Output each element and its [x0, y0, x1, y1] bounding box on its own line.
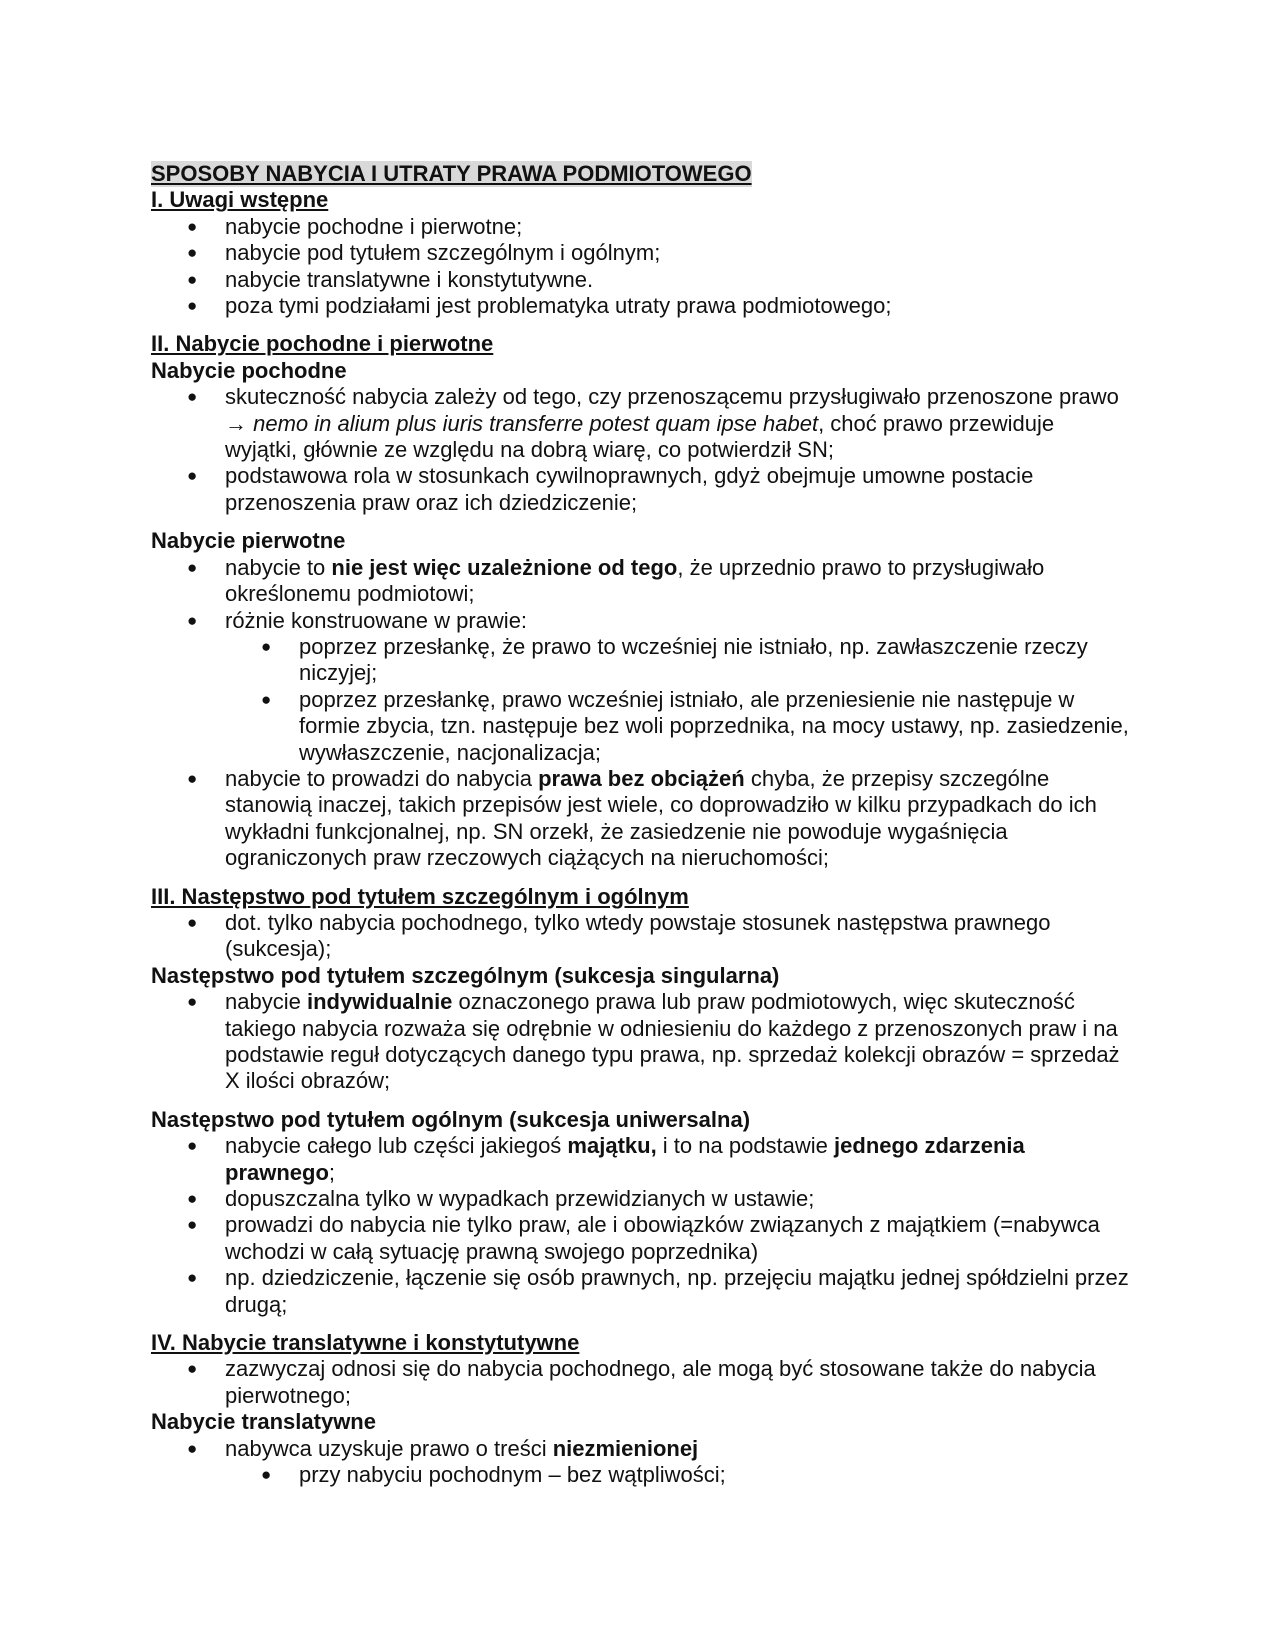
list-item: ● zazwyczaj odnosi się do nabycia pochodnego, ale mogą być stosowane także do nabycia pierwotnego;: [151, 1356, 1131, 1409]
list-item: [151, 608, 1131, 766]
nabycie-pierwotne-list: [151, 555, 1131, 872]
text-run: chyba, że przepisy szczególne stanowią inaczej, takich przepisów jest wiele, co doprowadziło w kilku przypadkach do ich wykładni funkcjonalnej, np. SN orzekł, że zasiedzenie nie powoduje wygaśnięcia ograniczonych praw rzeczowych ciążących na nieruchomości;: [225, 765, 1097, 871]
text-run: , choć prawo przewiduje wyjątki, głównie ze względu na dobrą wiarę, co potwierdził SN;: [225, 410, 1055, 463]
list-item: ● np. dziedziczenie, łączenie się osób prawnych, np. przejęciu majątku jednej spółdzielni przez drugą;: [151, 1265, 1131, 1318]
latin-maxim: nemo in alium plus iuris transferre potest quam ipse habet: [253, 410, 819, 436]
bold-run: majątku,: [567, 1133, 657, 1159]
nabycie-pochodne-list: [151, 384, 1131, 516]
bold-run: niezmienionej: [552, 1435, 699, 1461]
list-item: [151, 384, 1131, 463]
list-item: [151, 1436, 1131, 1489]
list-item: [151, 989, 1131, 1095]
subsection-sukcesja-uniwersalna-heading: Następstwo pod tytułem ogólnym (sukcesja uniwersalna): [151, 1106, 751, 1132]
document-title: SPOSOBY NABYCIA I UTRATY PRAWA PODMIOTOWEGO: [151, 161, 752, 186]
sukcesja-singularna-list: [151, 989, 1131, 1095]
list-item: [151, 555, 1131, 608]
bold-run: jednego zdarzenia prawnego: [225, 1133, 1025, 1185]
nested-list: [151, 634, 1131, 766]
sukcesja-uniwersalna-list: [151, 1133, 1131, 1318]
list-item: ● nabycie translatywne i konstytutywne.: [151, 267, 1131, 293]
section-1-list: [151, 214, 1131, 320]
list-item: ● nabycie pod tytułem szczególnym i ogólnym;: [151, 240, 1131, 266]
text-run: , że uprzednio prawo to przysługiwało określonemu podmiotowi;: [225, 554, 1045, 607]
text-run: oznaczonego prawa lub praw podmiotowych, więc skuteczność takiego nabycia rozważa się odrębnie w odniesieniu do każdego z przenoszonych praw i na podstawie reguł dotyczących danego typu prawa, np. sprzedaż kolekcji obrazów = sprzedaż X ilości obrazów;: [225, 989, 1120, 1094]
list-item: ● prowadzi do nabycia nie tylko praw, ale i obowiązków związanych z majątkiem (=nabywca wchodzi w całą sytuację prawną swojego poprzednika): [151, 1212, 1131, 1265]
subsection-nabycie-translatywne-heading: Nabycie translatywne: [151, 1409, 376, 1435]
section-2-heading: II. Nabycie pochodne i pierwotne: [151, 331, 494, 357]
text-run: skuteczność nabycia zależy od tego, czy przenoszącemu przysługiwało przenoszone prawo →: [225, 384, 1119, 436]
section-4-heading: IV. Nabycie translatywne i konstytutywne: [151, 1330, 580, 1356]
list-item: [151, 766, 1131, 872]
section-1-heading: I. Uwagi wstępne: [151, 187, 329, 213]
list-item: ● nabycie pochodne i pierwotne;: [151, 214, 1131, 240]
section-3-list: [151, 910, 1131, 963]
section-3-heading: III. Następstwo pod tytułem szczególnym i ogólnym: [151, 883, 689, 909]
section-4-list: [151, 1356, 1131, 1409]
nested-list-item: ● poprzez przesłankę, prawo wcześniej istniało, ale przeniesienie nie następuje w formie zbycia, tzn. następuje bez woli poprzednika, na mocy ustawy, np. zasiedzenie, wywłaszczenie, nacjonalizacja;: [225, 687, 1131, 766]
text-run: nabywca uzyskuje prawo o treści: [225, 1435, 553, 1461]
subsection-sukcesja-singularna-heading: Następstwo pod tytułem szczególnym (sukcesja singularna): [151, 962, 780, 988]
text-run: i to na podstawie: [656, 1133, 835, 1159]
text-run: nabycie to: [225, 554, 332, 580]
list-item: [151, 1133, 1131, 1186]
subsection-nabycie-pierwotne-heading: Nabycie pierwotne: [151, 528, 346, 554]
document-page: [151, 161, 1131, 1489]
list-item: ● podstawowa rola w stosunkach cywilnoprawnych, gdyż obejmuje umowne postacie przenoszenia praw oraz ich dziedziczenie;: [151, 463, 1131, 516]
list-item: ● dot. tylko nabycia pochodnego, tylko wtedy powstaje stosunek następstwa prawnego (sukcesja);: [151, 910, 1131, 963]
bold-run: prawa bez obciążeń: [538, 765, 745, 791]
text-run: nabycie: [225, 989, 307, 1015]
text-run: nabycie to prowadzi do nabycia: [225, 765, 539, 791]
text-run: ;: [328, 1159, 336, 1185]
nested-list: [151, 1462, 1131, 1488]
document-title-line: [151, 161, 1131, 187]
list-item: ● poza tymi podziałami jest problematyka utraty prawa podmiotowego;: [151, 293, 1131, 319]
bold-run: indywidualnie: [306, 989, 453, 1015]
nabycie-translatywne-list: [151, 1436, 1131, 1489]
text-run: różnie konstruowane w prawie:: [225, 607, 528, 633]
subsection-nabycie-pochodne-heading: Nabycie pochodne: [151, 357, 347, 383]
text-run: nabycie całego lub części jakiegoś: [225, 1133, 568, 1159]
nested-list-item: ● przy nabyciu pochodnym – bez wątpliwości;: [225, 1462, 1131, 1488]
bold-run: nie jest więc uzależnione od tego: [331, 554, 678, 580]
list-item: ● dopuszczalna tylko w wypadkach przewidzianych w ustawie;: [151, 1186, 1131, 1212]
nested-list-item: ● poprzez przesłankę, że prawo to wcześniej nie istniało, np. zawłaszczenie rzeczy niczyjej;: [225, 634, 1131, 687]
